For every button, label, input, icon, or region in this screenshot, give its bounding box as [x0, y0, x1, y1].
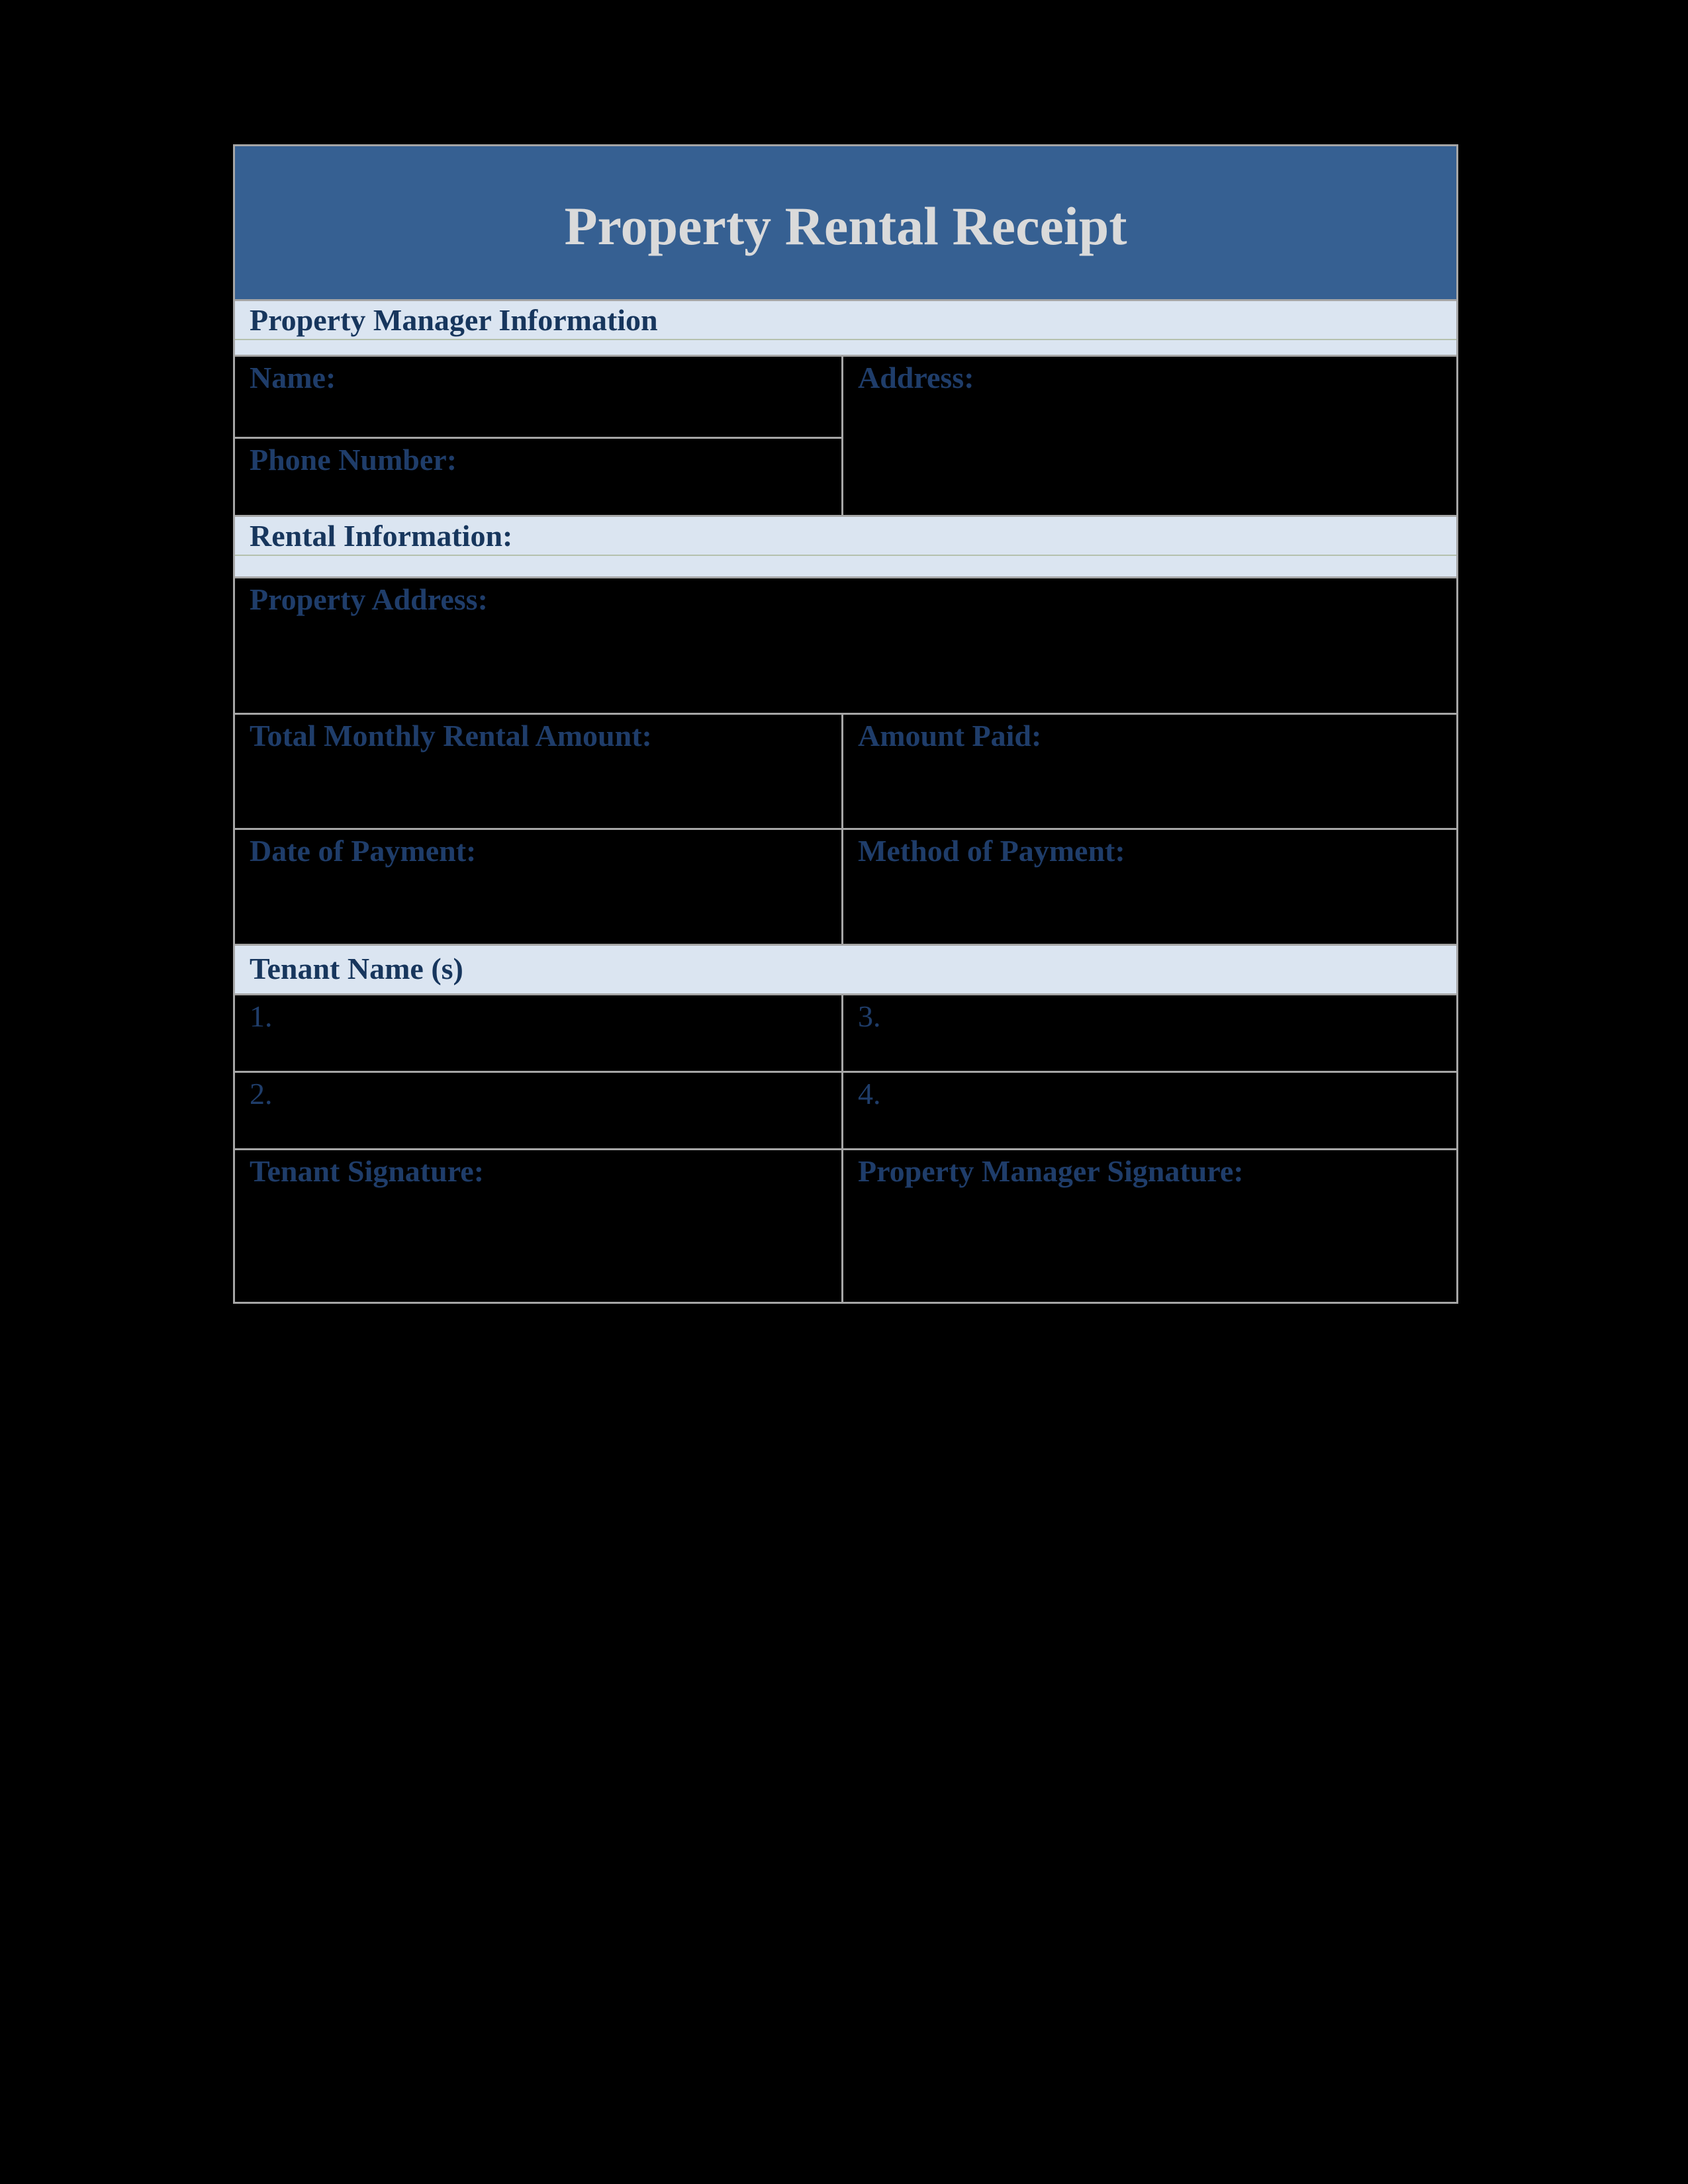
signature-row	[235, 1148, 1456, 1302]
tenant-1-field[interactable]	[235, 995, 843, 1071]
manager-address-field[interactable]	[843, 357, 1456, 515]
amount-row	[235, 713, 1456, 828]
manager-section-header	[235, 299, 1456, 355]
manager-section-title: Property Manager Information	[250, 303, 658, 337]
total-monthly-rent-label: Total Monthly Rental Amount:	[250, 719, 652, 752]
tenant-2-field[interactable]	[235, 1073, 843, 1148]
manager-signature-label: Property Manager Signature:	[858, 1154, 1244, 1188]
tenant-3-number: 3.	[858, 999, 881, 1033]
section-divider	[235, 339, 1456, 340]
form-header	[235, 146, 1456, 299]
method-of-payment-field[interactable]	[843, 830, 1456, 944]
property-address-field[interactable]	[235, 578, 1456, 713]
form-title: Property Rental Receipt	[564, 195, 1127, 256]
manager-address-label: Address:	[858, 361, 974, 394]
amount-paid-label: Amount Paid:	[858, 719, 1042, 752]
manager-phone-field[interactable]	[235, 437, 841, 515]
property-address-label: Property Address:	[250, 582, 488, 616]
tenant-signature-label: Tenant Signature:	[250, 1154, 485, 1188]
tenant-3-field[interactable]	[843, 995, 1456, 1071]
manager-contact-stack	[235, 357, 843, 515]
date-of-payment-label: Date of Payment:	[250, 834, 477, 868]
rental-section-header	[235, 515, 1456, 576]
property-address-row	[235, 576, 1456, 713]
payment-row	[235, 828, 1456, 944]
tenant-2-number: 2.	[250, 1077, 273, 1111]
rental-receipt-form	[233, 144, 1458, 1304]
manager-info-row	[235, 355, 1456, 515]
manager-name-field[interactable]	[235, 357, 841, 437]
tenant-section-title: Tenant Name (s)	[250, 952, 463, 985]
date-of-payment-field[interactable]	[235, 830, 843, 944]
tenant-4-number: 4.	[858, 1077, 881, 1111]
total-monthly-rent-field[interactable]	[235, 715, 843, 828]
manager-signature-field[interactable]	[843, 1150, 1456, 1302]
amount-paid-field[interactable]	[843, 715, 1456, 828]
section-divider	[235, 555, 1456, 556]
manager-phone-label: Phone Number:	[250, 443, 457, 477]
tenant-section-header	[235, 944, 1456, 993]
tenant-row-1	[235, 993, 1456, 1071]
tenant-1-number: 1.	[250, 999, 273, 1033]
tenant-signature-field[interactable]	[235, 1150, 843, 1302]
manager-name-label: Name:	[250, 361, 336, 394]
tenant-4-field[interactable]	[843, 1073, 1456, 1148]
method-of-payment-label: Method of Payment:	[858, 834, 1125, 868]
rental-section-title: Rental Information:	[250, 519, 513, 553]
tenant-row-2	[235, 1071, 1456, 1148]
